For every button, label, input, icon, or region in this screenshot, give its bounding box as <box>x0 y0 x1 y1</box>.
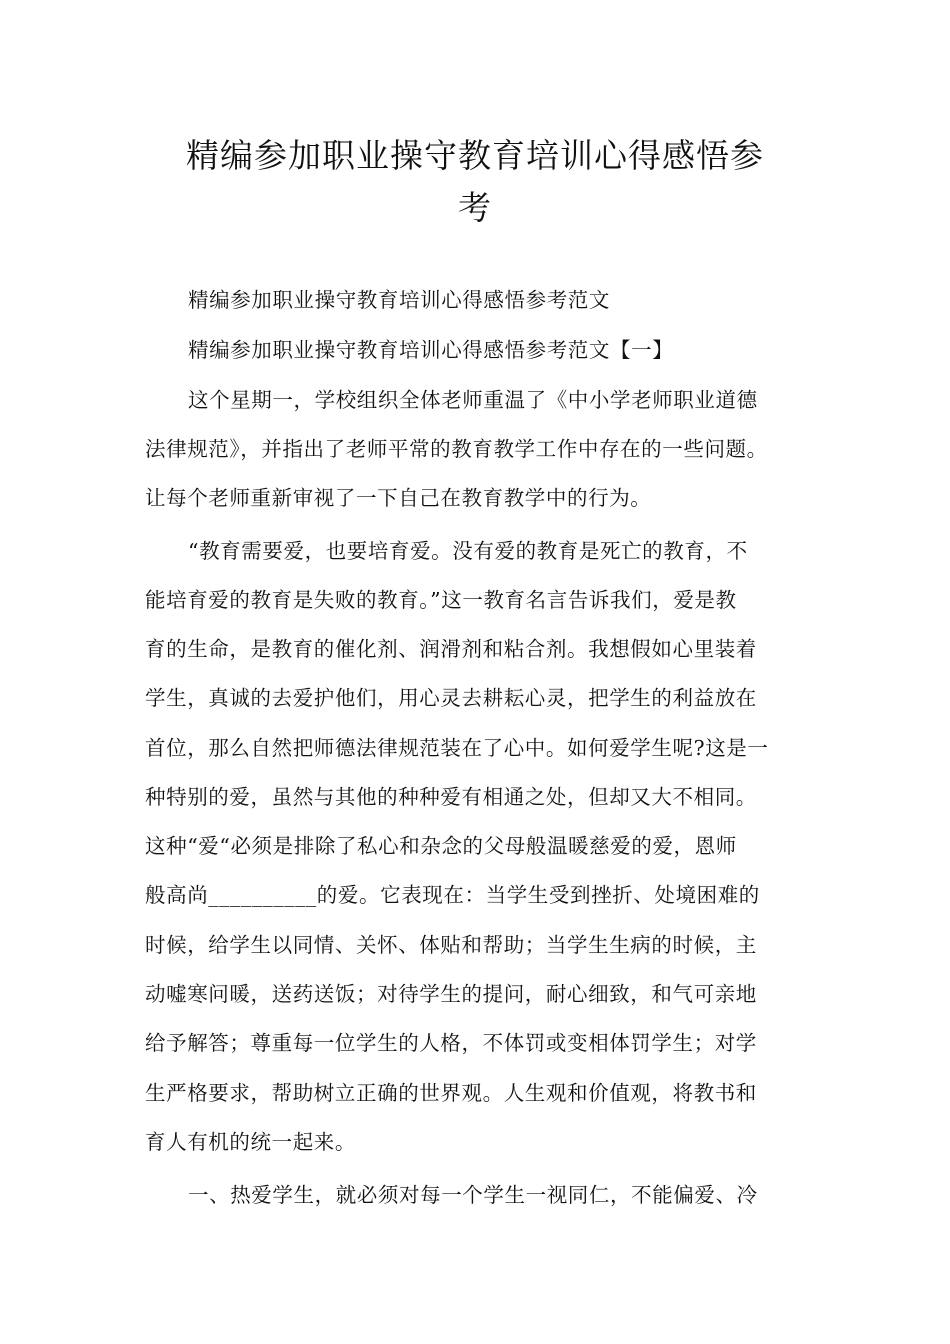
body-line: 种特别的爱，虽然与其他的种种爱有相通之处，但却又大不相同。 <box>145 785 757 809</box>
body-line: 学生，真诚的去爱护他们，用心灵去耕耘心灵，把学生的利益放在 <box>145 686 757 710</box>
body-line: 时候，给学生以同情、关怀、体贴和帮助；当学生生病的时候，主 <box>145 933 757 957</box>
subtitle-line: 精编参加职业操守教育培训心得感悟参考范文 <box>188 288 610 312</box>
body-line: 能培育爱的教育是失败的教育。”这一教育名言告诉我们，爱是教 <box>145 588 737 612</box>
document-title-line-2: 考 <box>458 188 492 227</box>
body-line: “教育需要爱，也要培育爱。没有爱的教育是死亡的教育，不 <box>188 539 748 563</box>
body-line: 般高尚__________的爱。它表现在：当学生受到挫折、处境困难的 <box>145 883 760 907</box>
body-line: 生严格要求，帮助树立正确的世界观。人生观和价值观，将教书和 <box>145 1081 757 1105</box>
body-line: 首位，那么自然把师德法律规范装在了心中。如何爱学生呢?这是一 <box>145 736 769 760</box>
body-line: 让每个老师重新审视了一下自己在教育教学中的行为。 <box>145 486 652 510</box>
body-line: 动嘘寒问暖，送药送饭；对待学生的提问，耐心细致，和气可亲地 <box>145 982 757 1006</box>
body-line: 育的生命，是教育的催化剂、润滑剂和粘合剂。我想假如心里装着 <box>145 637 757 661</box>
body-line: 法律规范》，并指出了老师平常的教育教学工作中存在的一些问题。 <box>145 437 768 461</box>
document-title-line-1: 精编参加职业操守教育培训心得感悟参 <box>186 136 764 175</box>
body-line: 给予解答；尊重每一位学生的人格，不体罚或变相体罚学生；对学 <box>145 1031 757 1055</box>
body-line: 这个星期一，学校组织全体老师重温了《中小学老师职业道德 <box>188 388 758 412</box>
body-line: 育人有机的统一起来。 <box>145 1130 356 1154</box>
body-line: 一、热爱学生，就必须对每一个学生一视同仁，不能偏爱、冷 <box>188 1183 758 1207</box>
body-line: 这种“爱“必须是排除了私心和杂念的父母般温暖慈爱的爱，恩师 <box>145 834 737 858</box>
section-heading-line: 精编参加职业操守教育培训心得感悟参考范文【一】 <box>188 338 674 362</box>
